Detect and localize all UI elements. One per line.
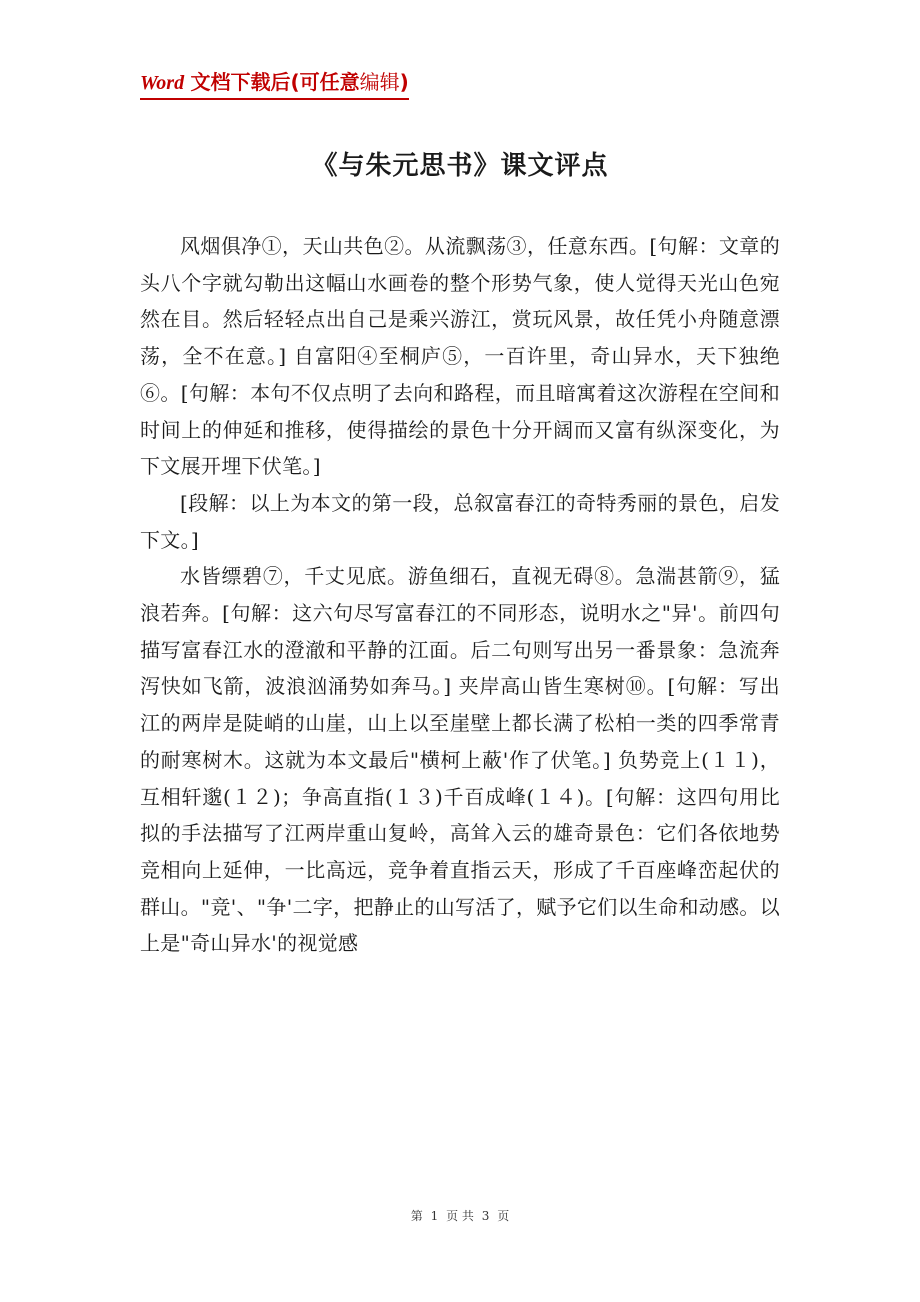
header-text-bold: 文档下载后(可任意 xyxy=(190,70,360,94)
download-edit-link[interactable] xyxy=(140,68,409,100)
footer-page-total: 3 xyxy=(481,1209,490,1223)
paragraph-1: 风烟俱净①，天山共色②。从流飘荡③，任意东西。[句解：文章的头八个字就勾勒出这幅山水画卷的整个形势气象，使人觉得天光山色宛然在目。然后轻轻点出自己是乘兴游江，赏玩风景，故任凭小舟随意漂荡，全不在意。] 自富阳④至桐庐⑤，一百许里，奇山异水，天下独绝⑥。[句解：本句不仅点明了去向和路程，而且暗寓着这次游程在空间和时间上的伸延和推移，使得描绘的景色十分开阔而又富有纵深变化，为下文展开埋下伏笔。] xyxy=(140,234,780,479)
footer-page-mid: 页 共 xyxy=(446,1209,474,1223)
page-footer xyxy=(0,1208,920,1224)
footer-page-suffix: 页 xyxy=(497,1209,510,1223)
header-text-thin: 编辑 xyxy=(359,70,400,94)
header-word-label: Word xyxy=(140,72,185,94)
document-body xyxy=(140,228,780,962)
document-title: 《与朱元思书》课文评点 xyxy=(311,151,609,181)
paragraph-2: [段解：以上为本文的第一段，总叙富春江的奇特秀丽的景色，启发下文。] xyxy=(140,490,780,552)
footer-page-current: 1 xyxy=(430,1209,439,1223)
paragraph-3: 水皆缥碧⑦，千丈见底。游鱼细石，直视无碍⑧。急湍甚箭⑨，猛浪若奔。[句解：这六句尽写富春江的不同形态，说明水之"异'。前四句描写富春江水的澄澈和平静的江面。后二句则写出另一番景象：急流奔泻快如飞箭，波浪汹涌势如奔马。] 夹岸高山皆生寒树⑩。[句解：写出江的两岸是陡峭的山崖，山上以至崖壁上都长满了松柏一类的四季常青的耐寒树木。这就为本文最后"横柯上蔽'作了伏笔。] 负势竞上(１１)，互相轩邈(１２)；争高直指(１３)千百成峰(１４)。[句解：这四句用比拟的手法描写了江两岸重山复岭，高耸入云的雄奇景色：它们各依地势竞相向上延伸，一比高远，竞争着直指云天，形成了千百座峰峦起伏的群山。"竞'、"争'二字，把静止的山写活了，赋予它们以生命和动感。以上是"奇山异水'的视觉感 xyxy=(140,564,780,956)
footer-page-prefix: 第 xyxy=(410,1209,423,1223)
header-text-end: ) xyxy=(399,70,409,94)
